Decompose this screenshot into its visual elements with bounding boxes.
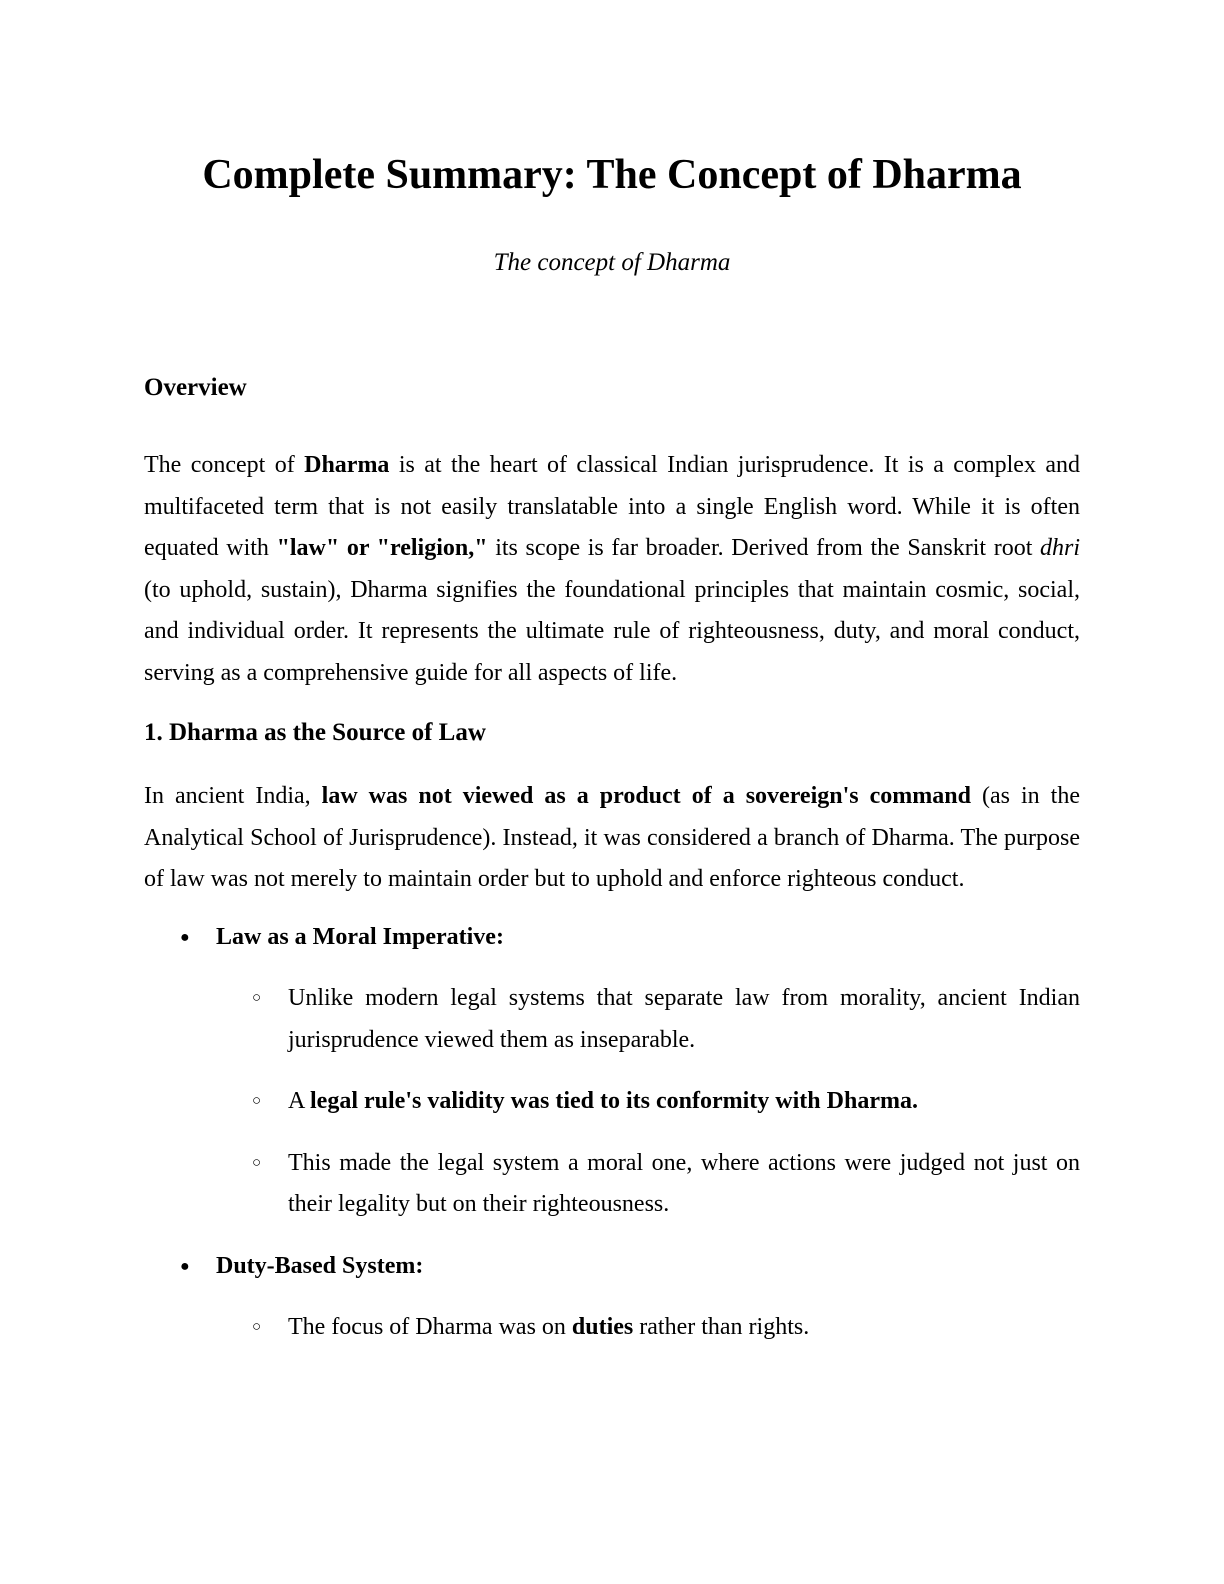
- bullet-item-text: Law as a Moral Imperative:: [216, 923, 504, 950]
- bullet-circle-icon: ○: [252, 1319, 262, 1335]
- bullet-item-duty-based-system: [144, 1246, 1080, 1288]
- bullet-circle-icon: ○: [252, 1093, 262, 1109]
- bullet-circle-icon: ○: [252, 1154, 262, 1171]
- heading-overview: Overview: [144, 374, 247, 401]
- sub-bullet-item-inseparable: [144, 978, 1080, 1061]
- sub-bullet-item-text: Unlike modern legal systems that separate law from morality, ancient Indian jurisprudence viewed them as inseparable.: [288, 985, 1080, 1053]
- sub-bullet-item-text: The focus of Dharma was on duties rather than rights.: [288, 1314, 810, 1340]
- sub-bullet-item-text: This made the legal system a moral one, where actions were judged not just on their legality but on their righteousness.: [288, 1149, 1080, 1217]
- paragraph-overview: The concept of Dharma is at the heart of classical Indian jurisprudence. It is a complex and multifaceted term that is not easily translatable into a single English word. While it is often equated with "law" or "religion," its scope is far broader. Derived from the Sanskrit root dhri (to uphold, sustain), Dharma signifies the foundational principles that maintain cosmic, social, and individual order. It represents the ultimate rule of righteousness, duty, and moral conduct, serving as a comprehensive guide for all aspects of life.: [144, 452, 1081, 686]
- bullet-disc-icon: ●: [180, 1257, 190, 1275]
- document-title: Complete Summary: The Concept of Dharma: [202, 152, 1022, 198]
- bullet-circle-icon: ○: [252, 990, 262, 1006]
- sub-bullet-item-legal-rule-validity: [144, 1081, 1080, 1123]
- bullet-disc-icon: ●: [180, 928, 190, 946]
- sub-bullet-item-text: A legal rule's validity was tied to its conformity with Dharma.: [288, 1088, 918, 1114]
- heading-dharma-source-of-law: 1. Dharma as the Source of Law: [144, 719, 486, 746]
- bullet-item-text: Duty-Based System:: [216, 1252, 424, 1279]
- document-subtitle: The concept of Dharma: [493, 249, 731, 276]
- bullet-item-law-moral-imperative: [144, 917, 1080, 959]
- sub-bullet-item-moral-system: [144, 1143, 1080, 1226]
- sub-bullet-item-duties-over-rights: [144, 1307, 1080, 1349]
- paragraph-dharma-source-of-law: In ancient India, law was not viewed as a product of a sovereign's command (as in the Analytical School of Jurisprudence). Instead, it was considered a branch of Dharma. The purpose of law was not merely to maintain order but to uphold and enforce righteous conduct.: [144, 783, 1080, 892]
